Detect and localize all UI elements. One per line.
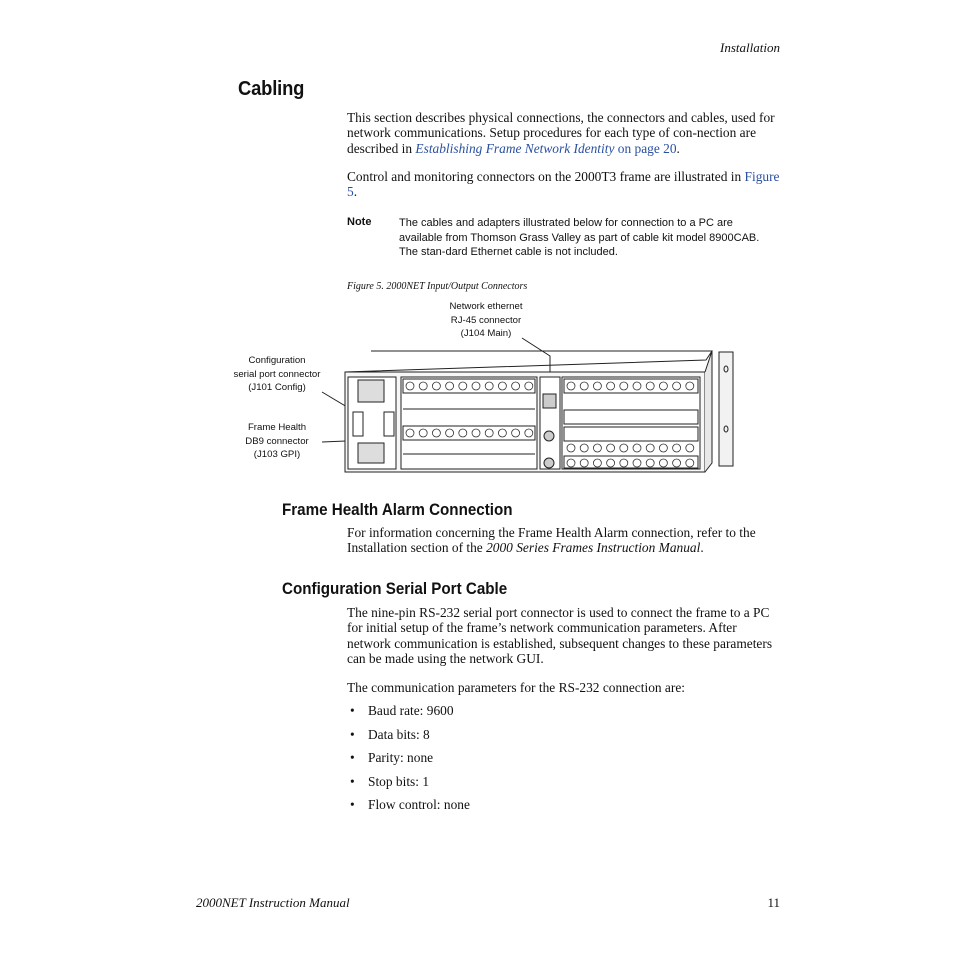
- bnc-connector: [498, 382, 506, 390]
- running-header: Installation: [720, 40, 780, 55]
- bnc-connector: [459, 429, 467, 437]
- bnc-connector: [686, 382, 694, 390]
- frame-health-heading: Frame Health Alarm Connection: [282, 501, 513, 519]
- bnc-connector: [485, 382, 493, 390]
- bnc-connector: [485, 429, 493, 437]
- figure-link[interactable]: Figure 5: [347, 169, 780, 200]
- bnc-connector: [620, 444, 628, 452]
- figure-caption: Figure 5. 2000NET Input/Output Connectors: [347, 281, 528, 292]
- list-item: • Baud rate: 9600: [350, 703, 454, 718]
- bnc-connector: [633, 382, 641, 390]
- bnc-connector: [432, 429, 440, 437]
- bnc-connector: [580, 444, 588, 452]
- bnc-connector: [432, 382, 440, 390]
- config-serial-port: [353, 412, 363, 436]
- bnc-connector: [459, 382, 467, 390]
- note-text: The cables and adapters illustrated below for connection to a PC are available from Thomson Grass Valley as part of cable kit model 8900CAB. The stan-dard Ethernet cable is not included.: [399, 217, 760, 259]
- bnc-connector: [659, 459, 667, 467]
- bnc-connector: [580, 382, 588, 390]
- list-item: • Stop bits: 1: [350, 773, 430, 789]
- health-callout: Frame Health DB9 connector (J103 GPI): [245, 422, 309, 461]
- note-label: Note: [347, 216, 372, 228]
- bnc-connector: [498, 429, 506, 437]
- bnc-connector: [607, 459, 615, 467]
- list-item: • Data bits: 8: [350, 726, 430, 742]
- bnc-connector: [633, 459, 641, 467]
- bnc-connector: [525, 429, 533, 437]
- bnc-connector: [446, 429, 454, 437]
- bnc-connector: [567, 459, 575, 467]
- health-db9-port: [384, 412, 394, 436]
- list-item: • Flow control: none: [350, 797, 470, 812]
- bnc-connector: [525, 382, 533, 390]
- frame-health-paragraph: For information concerning the Frame Health Alarm connection, refer to the Installation section of the 2000 Series Frames Instruction Manual.: [347, 525, 756, 556]
- bnc-connector: [446, 382, 454, 390]
- bnc-connector: [673, 444, 681, 452]
- intro-text: This section describes physical connections, the connectors and cables, used for network communications. Setup procedures for each type of con-nection are described in: [347, 110, 775, 156]
- bnc-connector: [607, 382, 615, 390]
- intro-paragraph-1: This section describes physical connections, the connectors and cables, used for network communications. Setup procedures for each type of con-nection are described in Establishing Frame Network Identity on page 20.: [347, 110, 775, 156]
- bnc-connector: [419, 382, 427, 390]
- db9-upper: [358, 380, 384, 402]
- bnc-connector: [593, 382, 601, 390]
- bnc-connector: [419, 429, 427, 437]
- bnc-connector: [620, 459, 628, 467]
- rack-ear: [719, 352, 733, 466]
- bnc-connector: [659, 382, 667, 390]
- serial-paragraph-1: The nine-pin RS-232 serial port connector is used to connect the frame to a PC for initial setup of the frame’s network communication parameters. After network communication is established, subsequent changes to these parameters can be made using the network GUI.: [347, 605, 773, 667]
- bnc-connector: [646, 382, 654, 390]
- bnc-connector: [686, 444, 694, 452]
- bnc-connector: [406, 429, 414, 437]
- bnc-connector: [686, 459, 694, 467]
- page-title: Cabling: [238, 78, 305, 100]
- bnc-connector: [646, 459, 654, 467]
- footer-page-number: 11: [767, 895, 780, 910]
- chassis-top-edge: [345, 351, 712, 372]
- bnc-connector: [567, 444, 575, 452]
- config-callout: Configuration serial port connector (J101 Config): [233, 355, 321, 394]
- bnc-connector: [406, 382, 414, 390]
- db9-lower: [358, 443, 384, 463]
- parameter-list: [347, 703, 470, 821]
- network-callout: Network ethernet RJ-45 connector (J104 Main): [449, 301, 523, 340]
- bnc-connector: [607, 444, 615, 452]
- serial-cable-heading: Configuration Serial Port Cable: [282, 580, 508, 598]
- bnc-connector: [593, 459, 601, 467]
- bnc-connector: [593, 444, 601, 452]
- serial-paragraph-2: The communication parameters for the RS-232 connection are:: [347, 680, 685, 695]
- bnc-connector: [580, 459, 588, 467]
- cross-reference-link[interactable]: Establishing Frame Network Identity on page 20: [415, 140, 677, 156]
- bnc-connector: [472, 429, 480, 437]
- bnc-connector: [673, 459, 681, 467]
- footer-manual-title: 2000NET Instruction Manual: [196, 895, 350, 910]
- bnc-connector: [646, 444, 654, 452]
- bnc-connector: [633, 444, 641, 452]
- bnc-connector: [472, 382, 480, 390]
- bnc-connector: [659, 444, 667, 452]
- bnc-connector: [567, 382, 575, 390]
- bnc-connector: [673, 382, 681, 390]
- rj45-port: [543, 394, 556, 408]
- bnc-connector: [512, 429, 520, 437]
- bnc-connector: [512, 382, 520, 390]
- list-item: • Parity: none: [350, 750, 434, 765]
- intro-paragraph-2: Control and monitoring connectors on the 2000T3 frame are illustrated in Figure 5.: [347, 169, 780, 200]
- bnc-connector: [620, 382, 628, 390]
